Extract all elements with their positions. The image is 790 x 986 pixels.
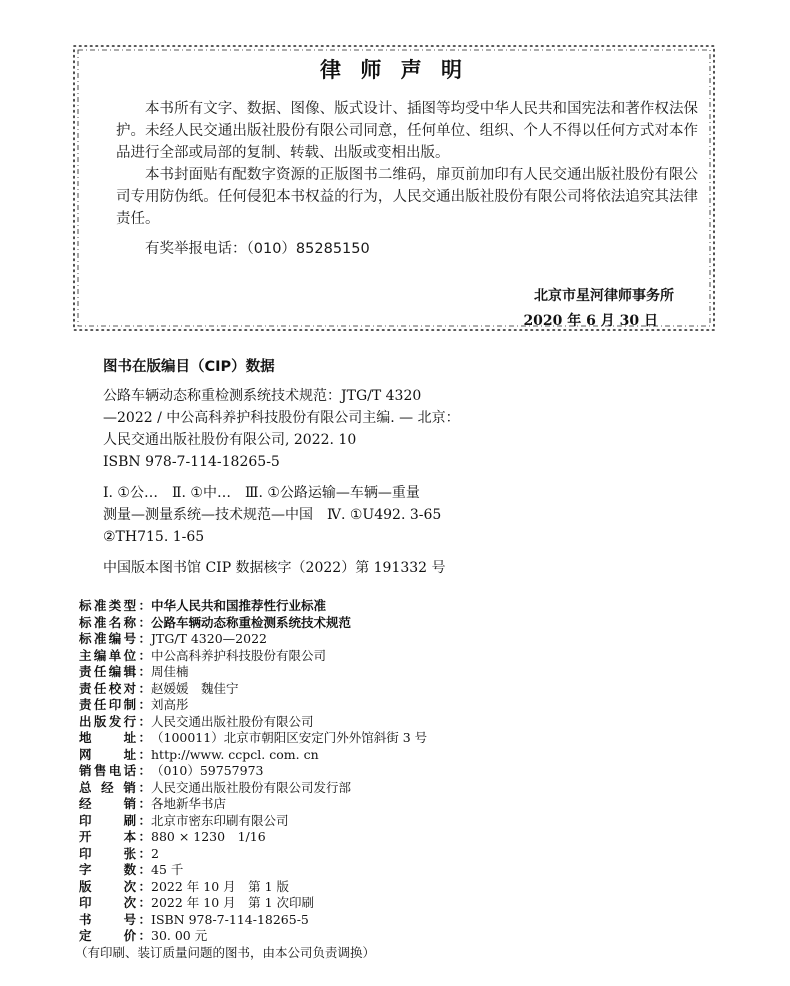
notice-date: 2020 年 6 月 30 日 <box>523 313 658 329</box>
spec-value: （010）59757973 <box>151 763 264 778</box>
spec-row <box>79 912 719 929</box>
spec-row <box>79 879 719 896</box>
cip-line: 公路车辆动态称重检测系统技术规范：JTG/T 4320 <box>103 388 422 404</box>
cip-subject-line: Ⅰ. ①公… Ⅱ. ①中… Ⅲ. ①公路运输—车辆—重量 <box>103 485 420 501</box>
spec-label: 责任编辑： <box>79 664 151 679</box>
spec-row <box>79 846 719 863</box>
spec-value: 45 千 <box>151 862 184 877</box>
spec-value: （100011）北京市朝阳区安定门外外馆斜街 3 号 <box>151 730 428 745</box>
spec-row <box>79 813 719 830</box>
spec-label: 印 张： <box>79 845 151 861</box>
spec-value: 2 <box>151 845 159 861</box>
spec-value: 中华人民共和国推荐性行业标准 <box>151 598 327 613</box>
spec-value: 人民交通出版社股份有限公司发行部 <box>151 779 352 795</box>
spec-row <box>79 648 719 665</box>
spec-row <box>79 615 719 632</box>
spec-value: JTG/T 4320—2022 <box>151 631 267 646</box>
spec-value: 周佳楠 <box>151 664 189 679</box>
cip-isbn: ISBN 978-7-114-18265-5 <box>103 454 280 470</box>
spec-label: 网 址： <box>79 746 151 762</box>
report-hotline: 有奖举报电话：（010）85285150 <box>145 241 370 257</box>
spec-row <box>79 796 719 813</box>
publication-specs <box>75 598 719 961</box>
spec-label: 销售电话： <box>79 763 151 778</box>
cip-record <box>103 385 663 579</box>
notice-paragraph-2: 本书封面贴有配数字资源的正版图书二维码，扉页前加印有人民交通出版社股份有限公司专用防伪纸。任何侵犯本书权益的行为，人民交通出版社股份有限公司将依法追究其法律责任。 <box>116 167 698 227</box>
spec-row <box>79 780 719 797</box>
spec-row <box>79 862 719 879</box>
spec-value: ISBN 978-7-114-18265-5 <box>151 911 309 927</box>
notice-paragraph-1: 本书所有文字、数据、图像、版式设计、插图等均受中华人民共和国宪法和著作权法保护。未经人民交通出版社股份有限公司同意，任何单位、组织、个人不得以任何方式对本作品进行全部或局部的复制、转载、出版或变相出版。 <box>116 101 698 161</box>
spec-value: 880 × 1230 1/16 <box>151 829 266 844</box>
spec-value: 北京市密东印刷有限公司 <box>151 812 289 828</box>
cip-line: —2022 / 中公高科养护科技股份有限公司主编. — 北京： <box>103 410 460 426</box>
spec-label: 主编单位： <box>79 647 151 663</box>
spec-value: 人民交通出版社股份有限公司 <box>151 713 314 729</box>
cip-heading: 图书在版编目（CIP）数据 <box>103 359 275 375</box>
cip-approval-number: 中国版本图书馆 CIP 数据核字（2022）第 191332 号 <box>103 560 446 576</box>
spec-value: 刘高彤 <box>151 697 189 712</box>
spec-label: 责任印制： <box>79 697 151 712</box>
spec-row <box>79 598 719 615</box>
law-firm-name: 北京市星河律师事务所 <box>534 288 674 304</box>
spec-label: 书 号： <box>79 911 151 927</box>
spec-row <box>79 730 719 747</box>
spec-row <box>79 664 719 681</box>
spec-label: 经 销： <box>79 796 151 811</box>
spec-row <box>79 829 719 846</box>
spec-row <box>79 747 719 764</box>
legal-notice-box <box>68 40 720 336</box>
spec-row <box>79 681 719 698</box>
spec-label: 印 次： <box>79 895 151 910</box>
spec-value: http://www. ccpcl. com. cn <box>151 746 319 762</box>
spec-label: 总 经 销： <box>79 779 151 795</box>
spec-value: 公路车辆动态称重检测系统技术规范 <box>151 614 352 630</box>
spec-row <box>79 631 719 648</box>
spec-label: 定 价： <box>79 928 151 943</box>
spec-value: 赵媛媛 魏佳宁 <box>151 680 239 696</box>
cip-subject-line: ②TH715. 1-65 <box>103 529 205 545</box>
spec-row <box>79 714 719 731</box>
spec-value: 2022 年 10 月 第 1 次印刷 <box>151 895 315 910</box>
spec-label: 责任校对： <box>79 680 151 696</box>
spec-label: 版 次： <box>79 878 151 894</box>
notice-title: 律 师 声 明 <box>320 58 468 82</box>
spec-label: 出版发行： <box>79 713 151 729</box>
spec-label: 开 本： <box>79 829 151 844</box>
spec-label: 字 数： <box>79 862 151 877</box>
spec-label: 标准编号： <box>79 631 151 646</box>
spec-value: 各地新华书店 <box>151 796 227 811</box>
spec-row <box>79 895 719 912</box>
spec-row <box>79 763 719 780</box>
quality-footnote: （有印刷、装订质量问题的图书，由本公司负责调换） <box>75 944 376 960</box>
spec-label: 地 址： <box>79 730 151 745</box>
spec-row <box>79 928 719 945</box>
cip-line: 人民交通出版社股份有限公司, 2022. 10 <box>103 432 357 448</box>
spec-row <box>79 697 719 714</box>
cip-subject-line: 测量—测量系统—技术规范—中国 Ⅳ. ①U492. 3-65 <box>103 507 442 523</box>
spec-value: 中公高科养护科技股份有限公司 <box>151 647 327 663</box>
spec-label: 印 刷： <box>79 812 151 828</box>
spec-value: 30. 00 元 <box>151 928 208 943</box>
notice-body <box>116 98 698 260</box>
spec-label: 标准类型： <box>79 598 151 613</box>
spec-label: 标准名称： <box>79 614 151 630</box>
spec-value: 2022 年 10 月 第 1 版 <box>151 878 290 894</box>
